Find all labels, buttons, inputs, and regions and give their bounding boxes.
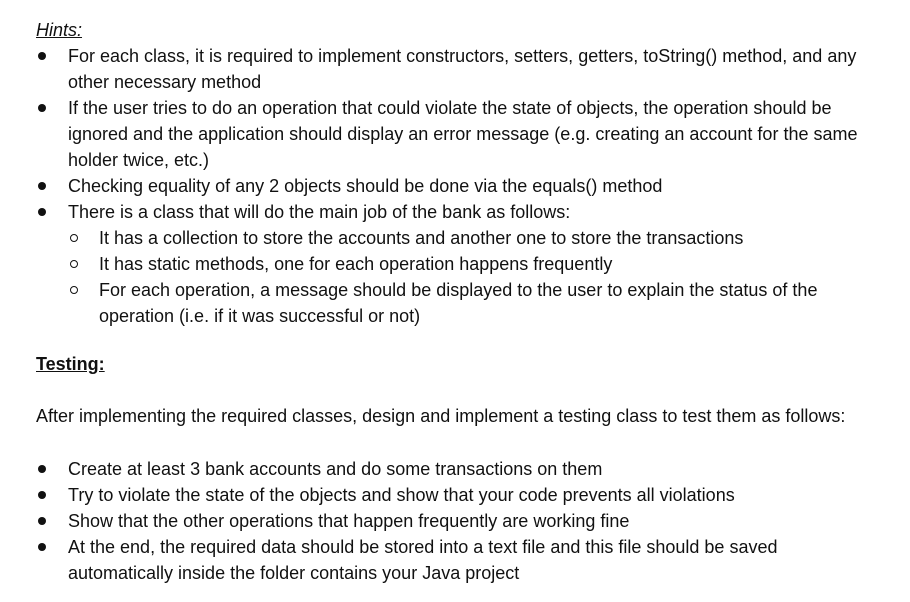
bullet-icon [38, 182, 46, 190]
bullet-icon [38, 517, 46, 525]
testing-item-text-file [36, 534, 876, 586]
bank-class-sublist [68, 225, 876, 329]
testing-text: Show that the other operations that happen frequently are working fine [68, 511, 630, 531]
testing-list [36, 456, 876, 586]
sub-item-static-methods [68, 251, 876, 277]
bullet-icon [38, 208, 46, 216]
hint-item-equality [36, 173, 876, 199]
testing-text: Create at least 3 bank accounts and do some transactions on them [68, 459, 603, 479]
sub-item-status-message [68, 277, 876, 329]
testing-heading: Testing: [36, 354, 105, 374]
testing-text: Try to violate the state of the objects and show that your code prevents all violations [68, 485, 735, 505]
hint-item-violations [36, 95, 876, 173]
hollow-bullet-icon [70, 286, 78, 294]
sub-item-text: It has static methods, one for each operation happens frequently [99, 254, 613, 274]
bullet-icon [38, 465, 46, 473]
hint-item-constructors [36, 43, 876, 95]
testing-item-violations [36, 482, 876, 508]
bullet-icon [38, 104, 46, 112]
hint-text: If the user tries to do an operation that could violate the state of objects, the operation should be ignored and the application should display an error message (e.g. creating an account for the same holder twice, etc.) [68, 98, 858, 170]
hint-text: There is a class that will do the main job of the bank as follows: [68, 202, 571, 222]
hollow-bullet-icon [70, 234, 78, 242]
testing-intro: After implementing the required classes, design and implement a testing class to test them as follows: [36, 406, 846, 426]
bullet-icon [38, 491, 46, 499]
testing-item-accounts [36, 456, 876, 482]
hint-text: For each class, it is required to implement constructors, setters, getters, toString() method, and any other necessary method [68, 46, 857, 92]
sub-item-collection [68, 225, 876, 251]
hint-text: Checking equality of any 2 objects should be done via the equals() method [68, 176, 663, 196]
hints-heading: Hints: [36, 20, 83, 40]
sub-item-text: For each operation, a message should be displayed to the user to explain the status of the operation (i.e. if it was successful or not) [99, 280, 818, 326]
bullet-icon [38, 52, 46, 60]
hollow-bullet-icon [70, 260, 78, 268]
hints-list [36, 43, 876, 329]
sub-item-text: It has a collection to store the accounts and another one to store the transactions [99, 228, 744, 248]
testing-item-operations [36, 508, 876, 534]
testing-text: At the end, the required data should be stored into a text file and this file should be saved automatically inside the folder contains your Java project [68, 537, 778, 583]
hint-item-bank-class [36, 199, 876, 329]
bullet-icon [38, 543, 46, 551]
